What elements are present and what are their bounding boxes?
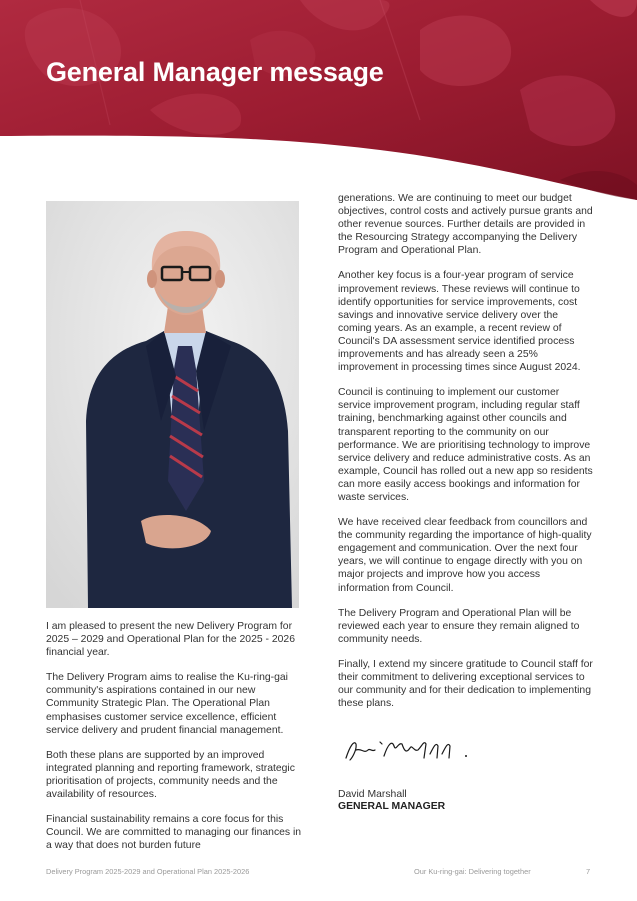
paragraph: Both these plans are supported by an improved integrated planning and reporting framework, strategic prioritisation of projects, community needs and the availability of resources. — [46, 749, 295, 801]
signatory-name: David Marshall — [338, 789, 407, 800]
paragraph: I am pleased to present the new Delivery Program for 2025 – 2029 and Operational Plan for the 2025 - 2026 financial year. — [46, 621, 295, 659]
handwritten-signature — [342, 736, 472, 764]
paragraph: Another key focus is a four-year program of service improvement reviews. These reviews will continue to identify opportunities for service improvements, cost savings and innovative service delivery over the coming years. As an example, a recent review of Council's DA assessment service identified process improvements and has already seen a 25% improvement in processing times since August 2024. — [338, 270, 581, 374]
paragraph: Finally, I extend my sincere gratitude to Council staff for their commitment to delivering exceptional services to our community and for their dedication to implementing these plans. — [338, 658, 593, 710]
paragraph: We have received clear feedback from councillors and the community regarding the importance of high-quality engagement and communication. Over the next four years, we will continue to engage directly with you on major projects and improve how you access information from Council. — [338, 517, 592, 594]
signatory-role: GENERAL MANAGER — [338, 801, 446, 812]
paragraph: generations. We are continuing to meet our budget objectives, control costs and actively pursue grants and other revenue sources. Further details are provided in the Resourcing Strategy accompanying the Delivery Program and Operational Plan. — [338, 193, 593, 257]
page-number: 7 — [586, 867, 591, 876]
page-title: General Manager message — [46, 57, 384, 87]
left-column-text — [46, 620, 304, 864]
footer-tagline: Our Ku-ring-gai: Delivering together — [414, 867, 531, 876]
paragraph: The Delivery Program aims to realise the Ku-ring-gai community's aspirations contained in our new Community Strategic Plan. The Operational Plan emphasises customer service excellence, efficient service delivery and prudent financial management. — [46, 672, 288, 736]
right-column-text — [338, 192, 593, 722]
portrait-photo — [46, 201, 299, 608]
paragraph: Council is continuing to implement our customer service improvement program, including regular staff training, benchmarking against other councils and transparent reporting to the community on our performance. We are prioritising technology to improve service delivery and reduce administrative costs. As an example, Council has rolled out a new app so residents can more easily access bookings and information for waste services. — [338, 387, 593, 503]
footer-document-title: Delivery Program 2025-2029 and Operational Plan 2025-2026 — [46, 867, 250, 876]
paragraph: Financial sustainability remains a core focus for this Council. We are committed to managing our finances in a way that does not burden future — [46, 814, 302, 852]
header-banner — [0, 0, 637, 200]
paragraph: The Delivery Program and Operational Plan will be reviewed each year to ensure they remain aligned to community needs. — [338, 607, 580, 645]
header-background — [0, 0, 637, 200]
